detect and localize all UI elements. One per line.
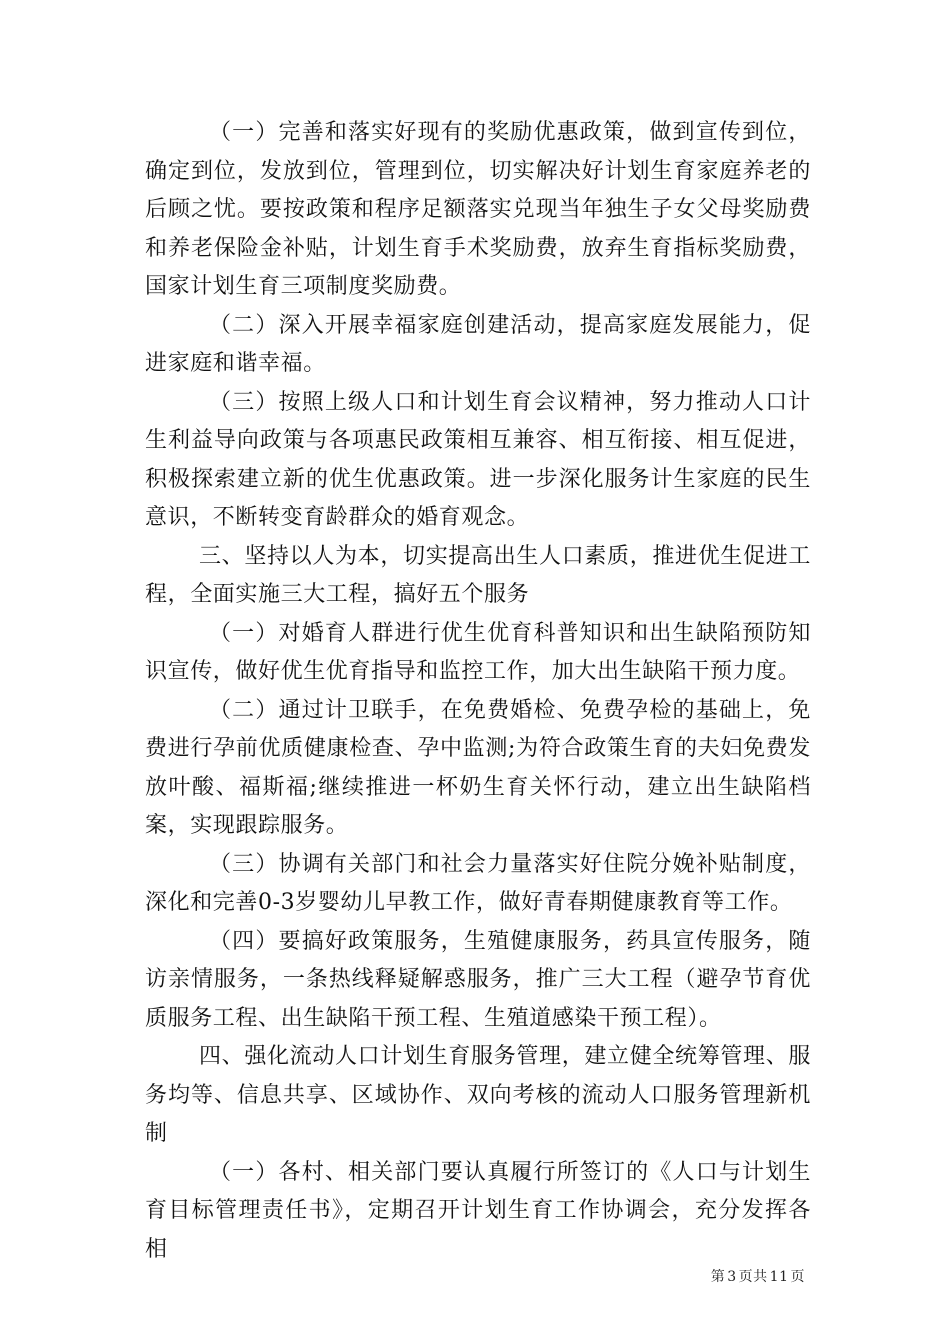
footer-total-pages: 11: [769, 1269, 789, 1285]
footer-current-page: 3: [727, 1269, 737, 1285]
paragraph-prenatal-education: （一）对婚育人群进行优生优育科普知识和出生缺陷预防知识宣传，做好优生优育指导和监控工作，加大出生缺陷干预力度。: [145, 620, 811, 684]
paragraph-responsibility: （一）各村、相关部门要认真履行所签订的《人口与计划生育目标管理责任书》，定期召开计划生育工作协调会，充分发挥各相: [145, 1159, 811, 1262]
paragraph-policy-implementation: （一）完善和落实好现有的奖励优惠政策，做到宣传到位，确定到位，发放到位，管理到位，切实解决好计划生育家庭养老的后顾之忧。要按政策和程序足额落实兑现当年独生子女父母奖励费和养老保险金补贴，计划生育手术奖励费，放弃生育指标奖励费，国家计划生育三项制度奖励费。: [145, 120, 811, 299]
section-heading-three: 三、坚持以人为本，切实提高出生人口素质，推进优生促进工程，全面实施三大工程，搞好五个服务: [145, 543, 811, 607]
paragraph-delivery-subsidy: （三）协调有关部门和社会力量落实好住院分娩补贴制度，深化和完善0-3岁婴幼儿早教工作，做好青春期健康教育等工作。: [145, 851, 811, 915]
paragraph-free-checkups: （二）通过计卫联手，在免费婚检、免费孕检的基础上，免费进行孕前优质健康检查、孕中监测;为符合政策生育的夫妇免费发放叶酸、福斯福;继续推进一杯奶生育关怀行动，建立出生缺陷档案，实现跟踪服务。: [145, 697, 811, 838]
footer-prefix: 第: [710, 1269, 726, 1285]
footer-middle: 页共: [738, 1269, 768, 1285]
footer-suffix: 页: [790, 1269, 805, 1285]
paragraph-five-services: （四）要搞好政策服务，生殖健康服务，药具宣传服务，随访亲情服务，一条热线释疑解惑服务，推广三大工程（避孕节育优质服务工程、出生缺陷干预工程、生殖道感染干预工程）。: [145, 928, 811, 1031]
paragraph-benefit-policy: （三）按照上级人口和计划生育会议精神，努力推动人口计生利益导向政策与各项惠民政策相互兼容、相互衔接、相互促进，积极探索建立新的优生优惠政策。进一步深化服务计生家庭的民生意识，不断转变育龄群众的婚育观念。: [145, 389, 811, 530]
page-footer: [711, 1267, 805, 1287]
paragraph-happy-family: （二）深入开展幸福家庭创建活动，提高家庭发展能力，促进家庭和谐幸福。: [145, 312, 811, 376]
document-body: [145, 114, 811, 1269]
section-heading-four: 四、强化流动人口计划生育服务管理，建立健全统筹管理、服务均等、信息共享、区域协作、双向考核的流动人口服务管理新机制: [145, 1044, 811, 1146]
